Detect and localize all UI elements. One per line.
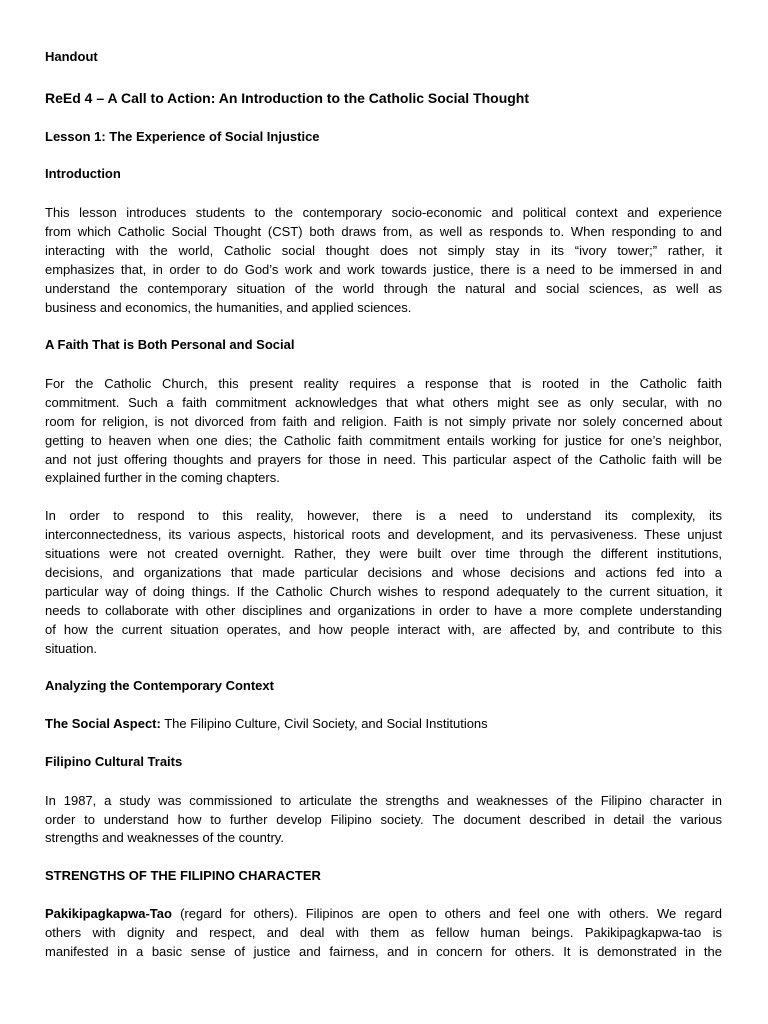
- social-aspect-text: The Filipino Culture, Civil Society, and Social Institutions: [160, 716, 488, 731]
- paragraph-line: strengths and weaknesses of the country.: [45, 830, 284, 845]
- course-title: ReEd 4 – A Call to Action: An Introduction to the Catholic Social Thought: [45, 90, 530, 106]
- traits-heading: Filipino Cultural Traits: [45, 754, 183, 769]
- context-heading: Analyzing the Contemporary Context: [45, 678, 274, 693]
- paragraph-line: understand the contemporary situation of the world through the natural and social sciences, as well as: [45, 281, 722, 296]
- handout-label: Handout: [45, 49, 98, 64]
- paragraph-line: [45, 906, 722, 922]
- paragraph-line: particular way of doing things. If the Catholic Church wishes to respond adequately to the current situation, it: [45, 584, 722, 599]
- paragraph-line: commitment. Such a faith commitment acknowledges that what others might see as only secular, with no: [45, 395, 722, 410]
- paragraph-line: situation.: [45, 641, 98, 656]
- term-pakikipagkapwa: Pakikipagkapwa-Tao: [45, 906, 172, 921]
- introduction-heading: Introduction: [45, 166, 121, 181]
- paragraph-line: room for religion, is not divorced from faith and religion. Faith is not simply private nor solely concerned about: [45, 414, 722, 429]
- paragraph-line: and not just offering thoughts and prayers for those in need. This particular aspect of the Catholic faith will be: [45, 452, 722, 467]
- paragraph-line: interacting with the world, Catholic social thought does not simply stay in its “ivory tower;” rather, it: [45, 243, 722, 258]
- paragraph-line: order to understand how to further develop Filipino society. The document described in detail the various: [45, 812, 722, 827]
- paragraph-line: needs to collaborate with other disciplines and organizations in order to have a more complete understanding: [45, 603, 722, 618]
- paragraph-line: emphasizes that, in order to do God’s work and work towards justice, there is a need to be immersed in and: [45, 262, 722, 277]
- paragraph-line: manifested in a basic sense of justice and fairness, and in concern for others. It is demonstrated in the: [45, 944, 722, 959]
- strengths-heading: STRENGTHS OF THE FILIPINO CHARACTER: [45, 868, 321, 883]
- paragraph-line: of how the current situation operates, and how people interact with, are affected by, and contribute to this: [45, 622, 722, 637]
- faith-section-heading: A Faith That is Both Personal and Social: [45, 337, 295, 352]
- social-aspect-label: The Social Aspect:: [45, 716, 161, 731]
- paragraph-line: from which Catholic Social Thought (CST) both draws from, as well as responds to. When responding to and: [45, 224, 722, 239]
- paragraph-line: In order to respond to this reality, however, there is a need to understand its complexity, its: [45, 508, 722, 523]
- paragraph-line: interconnectedness, its various aspects, historical roots and development, and its pervasiveness. These unjust: [45, 527, 722, 542]
- paragraph-line: For the Catholic Church, this present reality requires a response that is rooted in the Catholic faith: [45, 376, 722, 391]
- social-aspect-line: [45, 716, 722, 732]
- term-definition: (regard for others). Filipinos are open to others and feel one with others. We regard: [171, 906, 722, 921]
- paragraph-line: situations were not created overnight. Rather, they were built over time through the different institutions,: [45, 546, 722, 561]
- paragraph-line: explained further in the coming chapters.: [45, 470, 280, 485]
- paragraph-line: others with dignity and respect, and deal with them as fellow human beings. Pakikipagkapwa-tao is: [45, 925, 722, 940]
- paragraph-line: In 1987, a study was commissioned to articulate the strengths and weaknesses of the Filipino character in: [45, 793, 722, 808]
- paragraph-line: This lesson introduces students to the contemporary socio-economic and political context and experience: [45, 205, 722, 220]
- paragraph-line: getting to heaven when one dies; the Catholic faith commitment entails working for justice for one’s neighbor,: [45, 433, 722, 448]
- paragraph-line: decisions, and organizations that made particular decisions and whose decisions and actions fed into a: [45, 565, 722, 580]
- paragraph-line: business and economics, the humanities, and applied sciences.: [45, 300, 412, 315]
- lesson-title: Lesson 1: The Experience of Social Injustice: [45, 129, 320, 144]
